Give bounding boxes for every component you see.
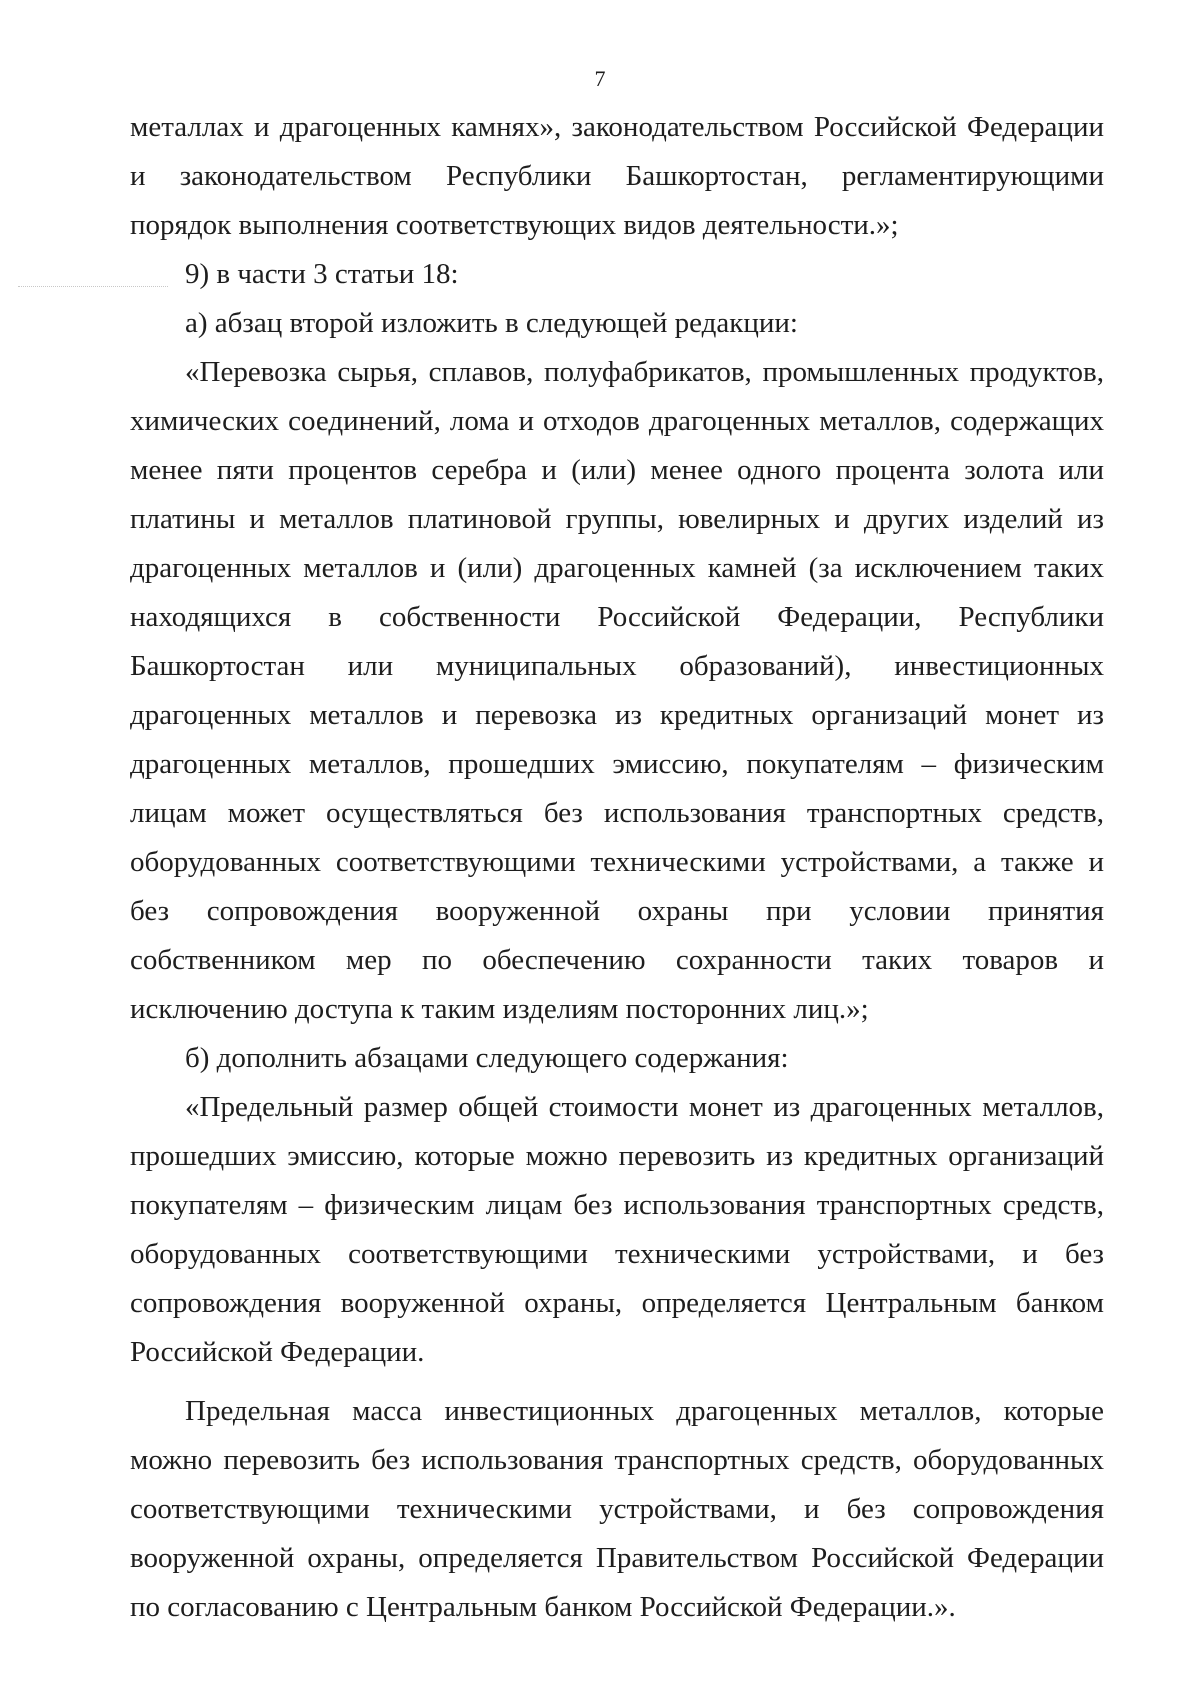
paragraph: Предельная масса инвестиционных драгоценных металлов, которые можно перевозить без использования транспортных средств, оборудованных соответствующими техническими устройствами, и без сопровождения вооруженной охраны, определяется Правительством Российской Федерации по согласованию с Центральным банком Российской Федерации.».: [130, 1395, 1104, 1623]
paragraph: «Предельный размер общей стоимости монет из драгоценных металлов, прошедших эмиссию, которые можно перевозить из кредитных организаций покупателям – физическим лицам без использования транспортных средств, оборудованных соответствующими техническими устройствами, и без сопровождения вооруженной охраны, определяется Центральным банком Российской Федерации.: [130, 1091, 1104, 1368]
paragraph: б) дополнить абзацами следующего содержания:: [185, 1042, 789, 1074]
paragraph: 9) в части 3 статьи 18:: [185, 258, 459, 290]
document-body: [130, 103, 1104, 1632]
paragraph: металлах и драгоценных камнях», законодательством Российской Федерации и законодательством Республики Башкортостан, регламентирующими порядок выполнения соответствующих видов деятельности.»;: [130, 111, 1104, 241]
paragraph: «Перевозка сырья, сплавов, полуфабрикатов, промышленных продуктов, химических соединений, лома и отходов драгоценных металлов, содержащих менее пяти процентов серебра и (или) менее одного процента золота или платины и металлов платиновой группы, ювелирных и других изделий из драгоценных металлов и (или) драгоценных камней (за исключением таких находящихся в собственности Российской Федерации, Республики Башкортостан или муниципальных образований), инвестиционных драгоценных металлов и перевозка из кредитных организаций монет из драгоценных металлов, прошедших эмиссию, покупателям – физическим лицам может осуществляться без использования транспортных средств, оборудованных соответствующими техническими устройствами, а также и без сопровождения вооруженной охраны при условии принятия собственником мер по обеспечению сохранности таких товаров и исключению доступа к таким изделиям посторонних лиц.»;: [130, 356, 1104, 1025]
paragraph: а) абзац второй изложить в следующей редакции:: [185, 307, 798, 339]
page-number: 7: [594, 66, 606, 91]
